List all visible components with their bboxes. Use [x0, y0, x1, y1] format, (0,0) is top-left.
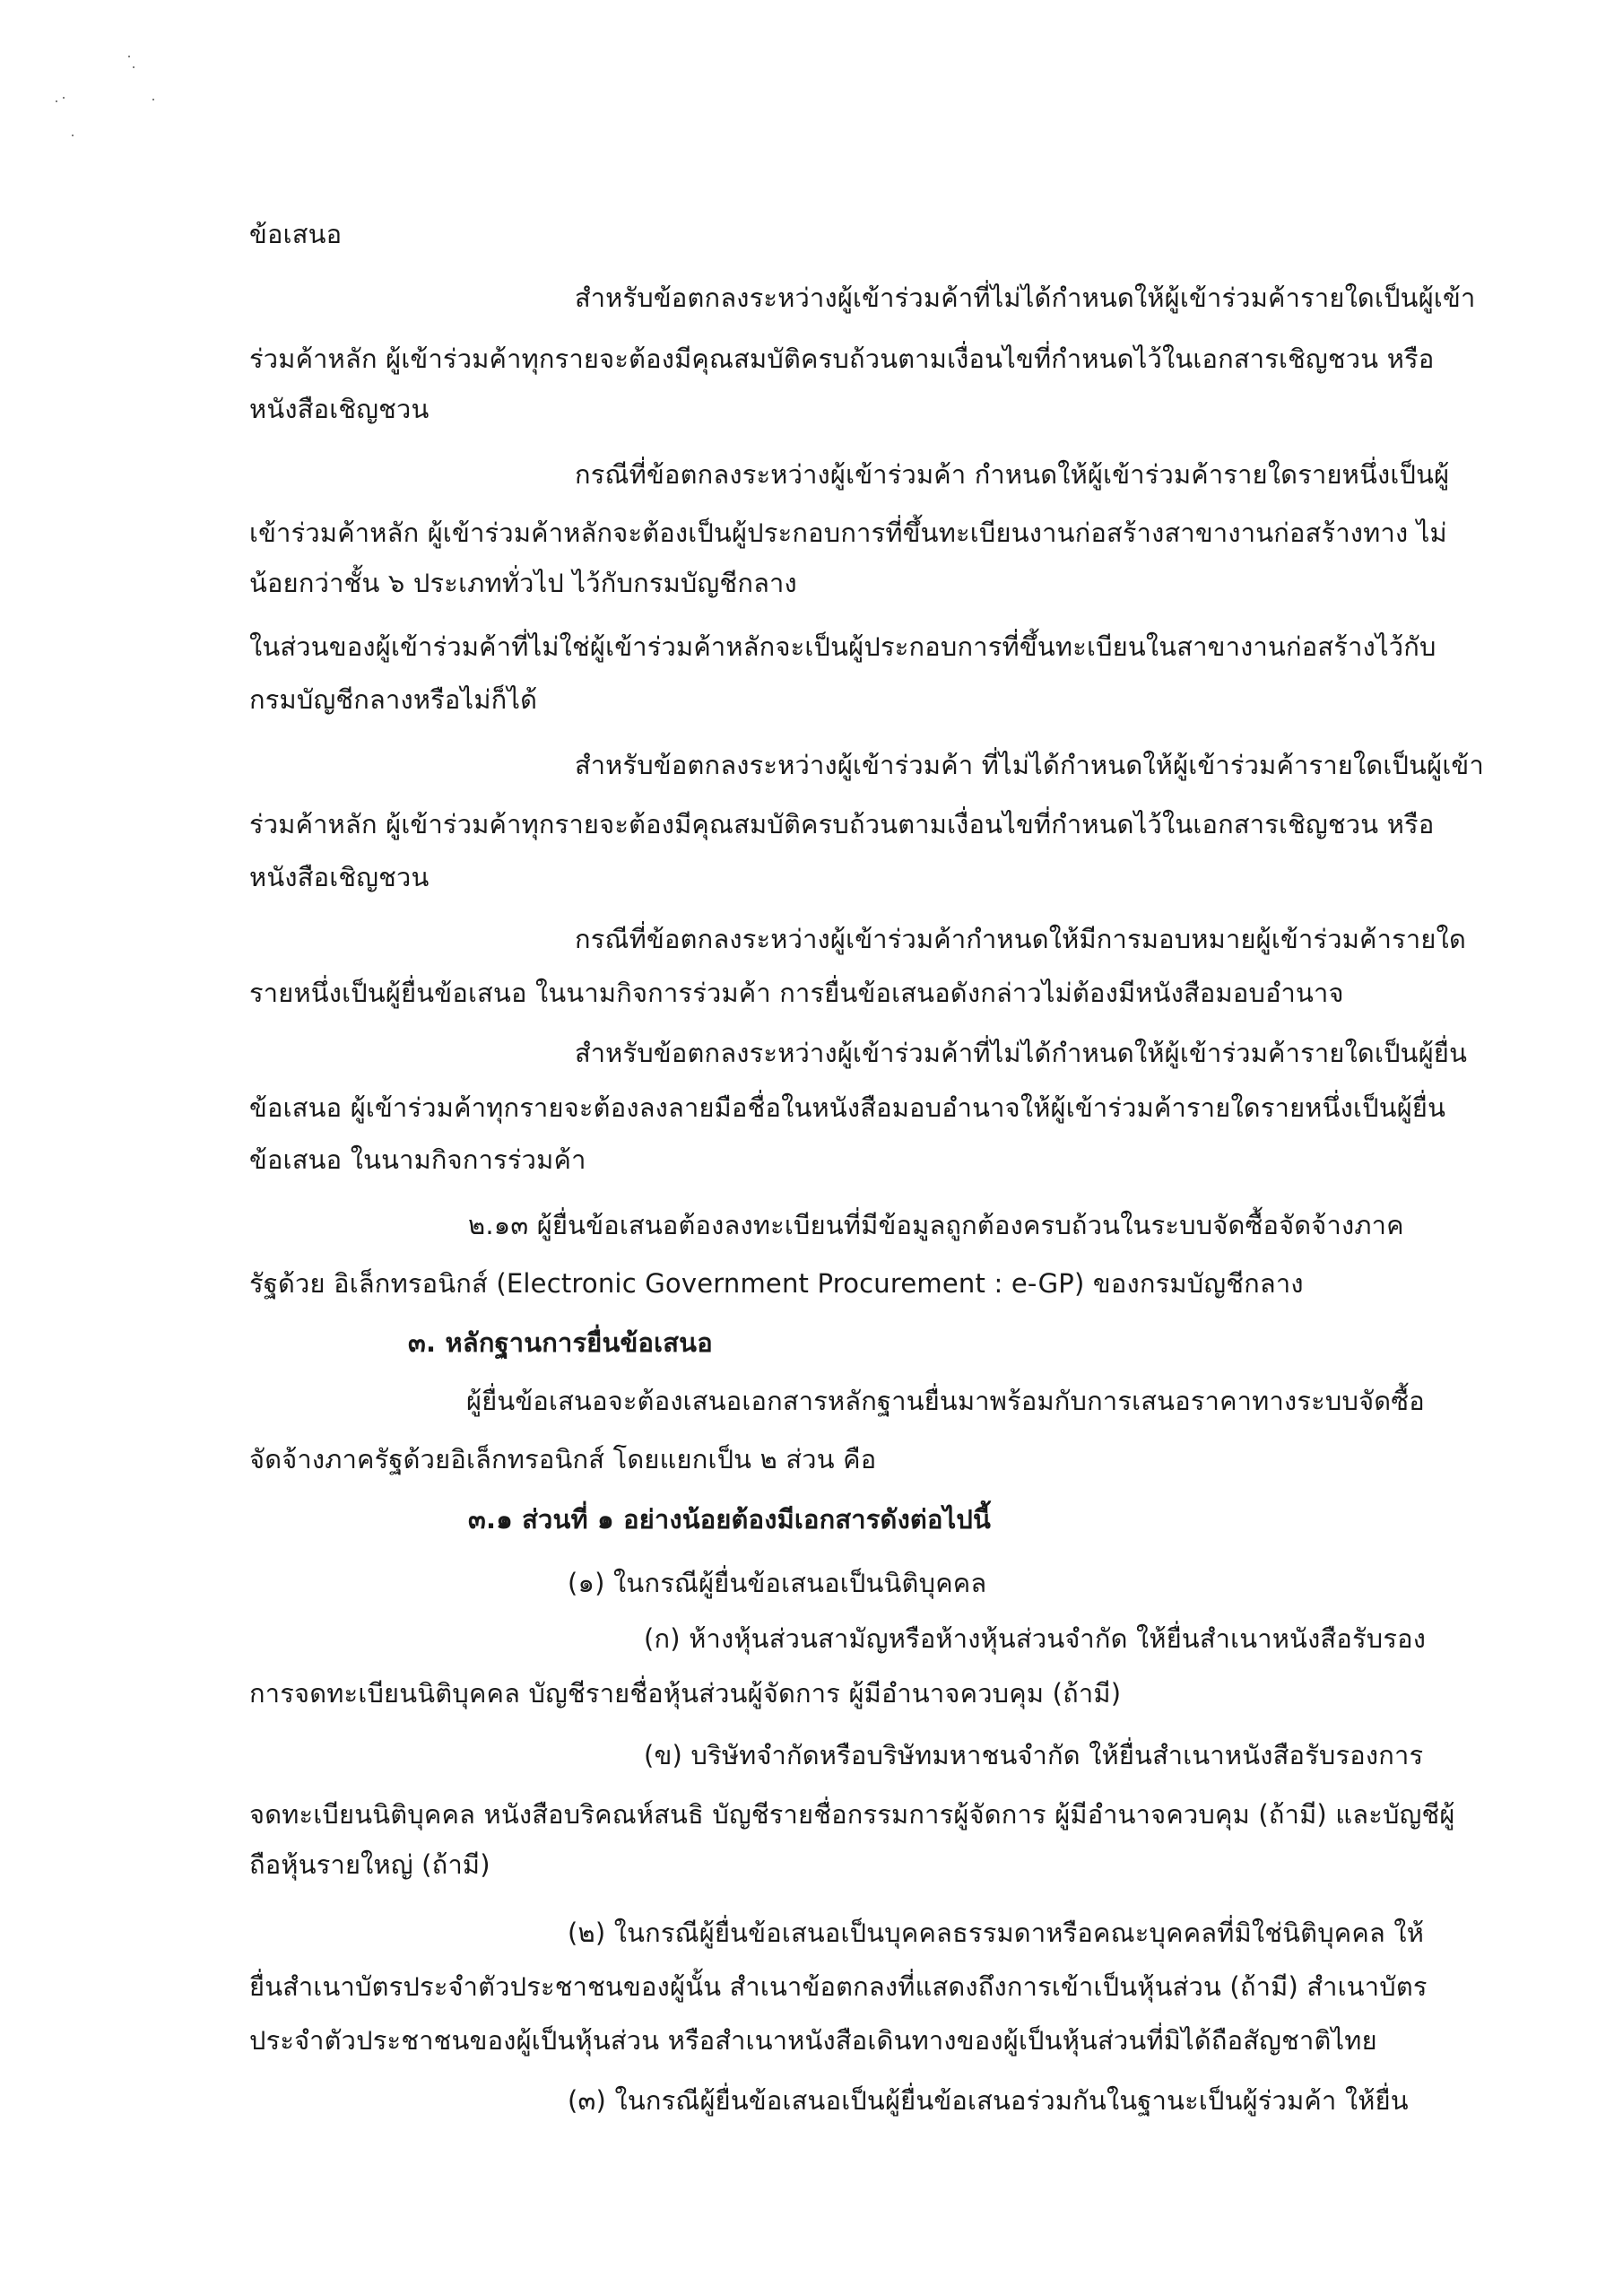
text-line: ข้อเสนอ ผู้เข้าร่วมค้าทุกรายจะต้องลงลายมือชื่อในหนังสือมอบอำนาจให้ผู้เข้าร่วมค้ารายใดรายหนึ่งเป็นผู้ยื่น — [249, 1092, 1446, 1123]
text-line: รายหนึ่งเป็นผู้ยื่นข้อเสนอ ในนามกิจการร่วมค้า การยื่นข้อเสนอดังกล่าวไม่ต้องมีหนังสือมอบอำนาจ — [249, 978, 1344, 1008]
text-line: จดทะเบียนนิติบุคคล หนังสือบริคณห์สนธิ บัญชีรายชื่อกรรมการผู้จัดการ ผู้มีอำนาจควบคุม (ถ้ามี) และบัญชีผู้ — [249, 1799, 1455, 1830]
scan-speck — [152, 99, 154, 100]
text-line: สำหรับข้อตกลงระหว่างผู้เข้าร่วมค้า ที่ไม่ได้กำหนดให้ผู้เข้าร่วมค้ารายใดเป็นผู้เข้า — [575, 750, 1484, 780]
text-line: ถือหุ้นรายใหญ่ (ถ้ามี) — [249, 1849, 490, 1880]
text-line: ๒.๑๓ ผู้ยื่นข้อเสนอต้องลงทะเบียนที่มีข้อมูลถูกต้องครบถ้วนในระบบจัดซื้อจัดจ้างภาค — [468, 1210, 1404, 1240]
text-line: หนังสือเชิญชวน — [249, 862, 430, 892]
text-line: (ข) บริษัทจำกัดหรือบริษัทมหาชนจำกัด ให้ยื่นสำเนาหนังสือรับรองการ — [644, 1740, 1424, 1770]
text-line: ยื่นสำเนาบัตรประจำตัวประชาชนของผู้นั้น สำเนาข้อตกลงที่แสดงถึงการเข้าเป็นหุ้นส่วน (ถ้ามี) สำเนาบัตร — [249, 1971, 1428, 2002]
text-line: ประจำตัวประชาชนของผู้เป็นหุ้นส่วน หรือสำเนาหนังสือเดินทางของผู้เป็นหุ้นส่วนที่มิได้ถือสัญชาติไทย — [249, 2025, 1377, 2056]
text-line: การจดทะเบียนนิติบุคคล บัญชีรายชื่อหุ้นส่วนผู้จัดการ ผู้มีอำนาจควบคุม (ถ้ามี) — [249, 1678, 1122, 1709]
text-line: หนังสือเชิญชวน — [249, 394, 430, 424]
text-line: ข้อเสนอ ในนามกิจการร่วมค้า — [249, 1144, 586, 1175]
text-line: (๑) ในกรณีผู้ยื่นข้อเสนอเป็นนิติบุคคล — [568, 1568, 987, 1598]
text-line: กรณีที่ข้อตกลงระหว่างผู้เข้าร่วมค้า กำหนดให้ผู้เข้าร่วมค้ารายใดรายหนึ่งเป็นผู้ — [575, 459, 1450, 490]
text-line: (๓) ในกรณีผู้ยื่นข้อเสนอเป็นผู้ยื่นข้อเสนอร่วมกันในฐานะเป็นผู้ร่วมค้า ให้ยื่น — [568, 2085, 1409, 2116]
text-line: (ก) ห้างหุ้นส่วนสามัญหรือห้างหุ้นส่วนจำกัด ให้ยื่นสำเนาหนังสือรับรอง — [644, 1623, 1427, 1654]
text-line: ร่วมค้าหลัก ผู้เข้าร่วมค้าทุกรายจะต้องมีคุณสมบัติครบถ้วนตามเงื่อนไขที่กำหนดไว้ในเอกสารเชิญชวน หรือ — [249, 344, 1435, 374]
text-line: น้อยกว่าชั้น ๖ ประเภททั่วไป ไว้กับกรมบัญชีกลาง — [249, 568, 797, 598]
text-line: เข้าร่วมค้าหลัก ผู้เข้าร่วมค้าหลักจะต้องเป็นผู้ประกอบการที่ขึ้นทะเบียนงานก่อสร้างสาขางานก่อสร้างทาง ไม่ — [249, 517, 1447, 548]
text-line: (๒) ในกรณีผู้ยื่นข้อเสนอเป็นบุคคลธรรมดาหรือคณะบุคคลที่มิใช่นิติบุคคล ให้ — [568, 1918, 1425, 1948]
scan-speck — [72, 135, 74, 136]
scan-speck — [63, 97, 65, 99]
scan-speck — [128, 56, 130, 57]
text-line: ผู้ยื่นข้อเสนอจะต้องเสนอเอกสารหลักฐานยื่นมาพร้อมกับการเสนอราคาทางระบบจัดซื้อ — [466, 1386, 1425, 1416]
subsection-heading: ๓.๑ ส่วนที่ ๑ อย่างน้อยต้องมีเอกสารดังต่อไปนี้ — [468, 1504, 991, 1535]
text-line: จัดจ้างภาครัฐด้วยอิเล็กทรอนิกส์ โดยแยกเป็น ๒ ส่วน คือ — [249, 1444, 877, 1474]
text-line: รัฐด้วย อิเล็กทรอนิกส์ (Electronic Government Procurement : e-GP) ของกรมบัญชีกลาง — [249, 1268, 1304, 1299]
text-line: กรณีที่ข้อตกลงระหว่างผู้เข้าร่วมค้ากำหนดให้มีการมอบหมายผู้เข้าร่วมค้ารายใด — [575, 924, 1466, 954]
text-line: กรมบัญชีกลางหรือไม่ก็ได้ — [249, 684, 538, 715]
scan-speck — [133, 66, 135, 68]
text-line: ข้อเสนอ — [249, 219, 343, 249]
text-line: สำหรับข้อตกลงระหว่างผู้เข้าร่วมค้าที่ไม่ได้กำหนดให้ผู้เข้าร่วมค้ารายใดเป็นผู้เข้า — [575, 283, 1476, 313]
scan-speck — [56, 100, 57, 102]
text-line: ร่วมค้าหลัก ผู้เข้าร่วมค้าทุกรายจะต้องมีคุณสมบัติครบถ้วนตามเงื่อนไขที่กำหนดไว้ในเอกสารเชิญชวน หรือ — [249, 809, 1435, 839]
text-line: ในส่วนของผู้เข้าร่วมค้าที่ไม่ใช่ผู้เข้าร่วมค้าหลักจะเป็นผู้ประกอบการที่ขึ้นทะเบียนในสาขางานก่อสร้างไว้กับ — [249, 631, 1436, 662]
section-heading: ๓. หลักฐานการยื่นข้อเสนอ — [408, 1327, 713, 1358]
text-line: สำหรับข้อตกลงระหว่างผู้เข้าร่วมค้าที่ไม่ได้กำหนดให้ผู้เข้าร่วมค้ารายใดเป็นผู้ยื่น — [575, 1038, 1468, 1068]
